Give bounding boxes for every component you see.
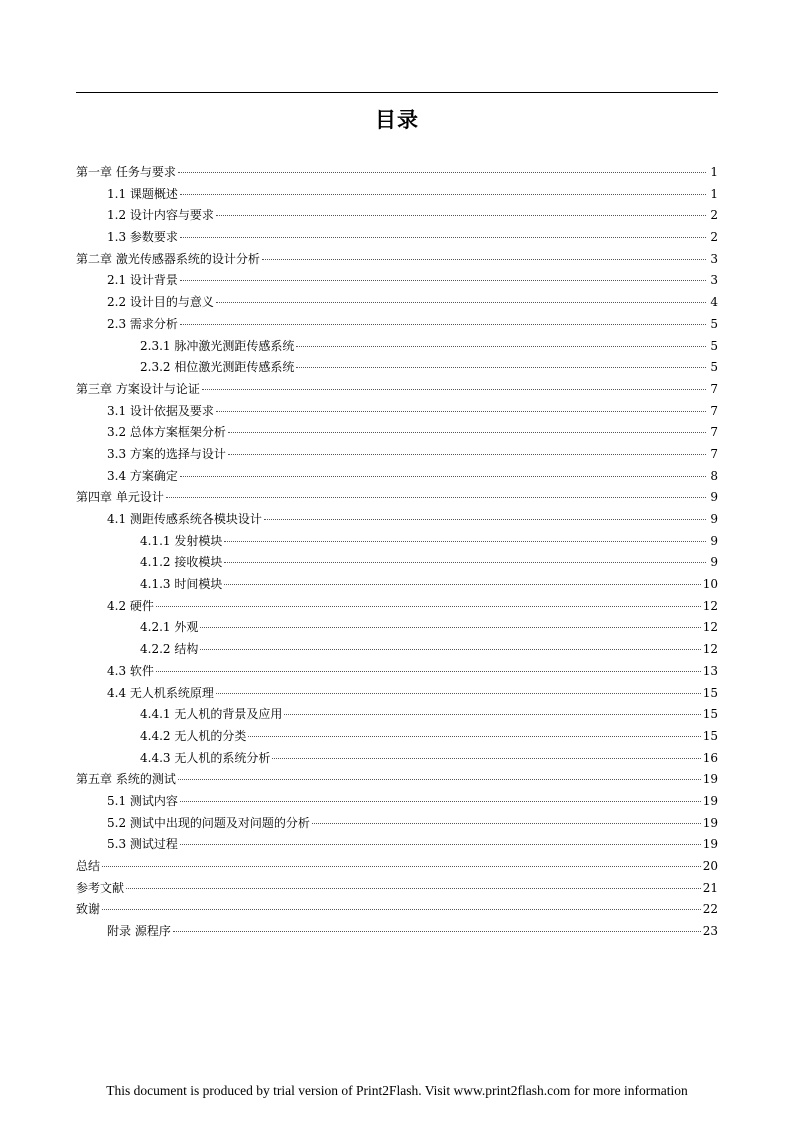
toc-entry-page: 20 [702,859,718,873]
toc-entry-page: 19 [702,837,718,852]
toc-entry-page: 23 [702,924,718,939]
toc-entry-label: 5.3 测试过程 [107,837,178,852]
dot-leader [166,497,706,498]
toc-entry[interactable] [76,769,718,791]
toc-entry-label: 4.1.2 接收模块 [140,555,223,570]
dot-leader [200,649,700,650]
toc-entry-label: 4.3 软件 [107,663,154,678]
toc-entry-page: 5 [710,316,718,331]
toc-entry[interactable] [76,596,718,618]
toc-entry[interactable] [76,466,718,488]
toc-entry-label: 致谢 [76,902,101,917]
toc-entry-page: 9 [710,533,718,548]
toc-entry[interactable] [76,704,718,726]
dot-leader [248,736,700,737]
toc-entry[interactable] [76,487,718,509]
dot-leader [312,823,701,824]
toc-entry-label: 总结 [76,859,101,873]
dot-leader [102,909,701,910]
toc-entry-label: 4.4.3 无人机的系统分析 [140,750,271,765]
toc-entry-label: 1.1 课题概述 [107,186,178,201]
toc-entry-label: 第一章 任务与要求 [76,165,176,179]
toc-entry-page: 8 [710,468,718,483]
toc-entry[interactable] [76,292,718,314]
toc-entry-label: 5.2 测试中出现的问题及对问题的分析 [107,815,310,830]
toc-entry-label: 2.3 需求分析 [107,316,178,331]
toc-entry-label: 4.4.2 无人机的分类 [140,728,247,743]
toc-entry-page: 22 [702,902,718,917]
toc-entry[interactable] [76,401,718,423]
toc-entry-label: 1.2 设计内容与要求 [107,208,214,223]
dot-leader [224,541,706,542]
dot-leader [284,714,700,715]
dot-leader [264,519,706,520]
toc-entry-page: 15 [702,685,718,700]
toc-entry-page: 19 [702,772,718,787]
dot-leader [178,172,706,173]
dot-leader [180,280,706,281]
dot-leader [216,693,701,694]
toc-entry-label: 4.2.1 外观 [140,620,199,635]
dot-leader [156,606,701,607]
toc-entry-label: 5.1 测试内容 [107,793,178,808]
toc-entry[interactable] [76,661,718,683]
toc-entry-page: 2 [710,230,718,245]
toc-entry[interactable] [76,834,718,856]
toc-entry-label: 4.2.2 结构 [140,642,199,657]
toc-entry-page: 2 [710,208,718,223]
toc-entry-page: 12 [702,642,718,657]
header-rule [76,92,718,93]
toc-entry[interactable] [76,422,718,444]
toc-entry[interactable] [76,617,718,639]
dot-leader [180,237,706,238]
toc-entry-page: 19 [702,815,718,830]
toc-entry[interactable] [76,639,718,661]
toc-entry[interactable] [76,249,718,271]
toc-entry-label: 3.3 方案的选择与设计 [107,446,226,461]
dot-leader [224,562,706,563]
toc-entry[interactable] [76,531,718,553]
toc-entry-label: 2.3.1 脉冲激光测距传感系统 [140,338,295,353]
toc-entry-label: 4.1.1 发射模块 [140,533,223,548]
dot-leader [180,476,706,477]
toc-entry-label: 第五章 系统的测试 [76,772,176,787]
toc-entry[interactable] [76,683,718,705]
toc-entry[interactable] [76,227,718,249]
toc-entry-page: 4 [710,295,718,310]
toc-entry[interactable] [76,314,718,336]
toc-entry[interactable] [76,878,718,900]
toc-entry-page: 15 [702,707,718,722]
dot-leader [126,888,701,889]
toc-entry-label: 4.4 无人机系统原理 [107,685,214,700]
toc-entry-label: 2.2 设计目的与意义 [107,295,214,310]
toc-entry-page: 10 [702,577,718,592]
toc-entry-label: 第二章 激光传感器系统的设计分析 [76,251,260,266]
dot-leader [200,627,700,628]
toc-entry-page: 3 [710,251,718,266]
toc-entry-page: 1 [710,165,718,179]
dot-leader [180,194,706,195]
toc-entry[interactable] [76,162,718,184]
dot-leader [173,931,701,932]
toc-entry[interactable] [76,791,718,813]
toc-entry-label: 4.1 测距传感系统各模块设计 [107,512,262,526]
toc-entry[interactable] [76,184,718,206]
dot-leader [228,454,706,455]
table-of-contents [76,162,718,943]
footer-notice: This document is produced by trial version of Print2Flash. Visit www.print2flash.com for more information [106,1083,688,1098]
toc-entry-label: 3.2 总体方案框架分析 [107,425,226,440]
dot-leader [180,801,701,802]
toc-entry-page: 7 [710,446,718,461]
toc-entry-page: 9 [710,555,718,570]
dot-leader [180,844,701,845]
toc-entry[interactable] [76,205,718,227]
toc-entry-page: 7 [710,425,718,440]
toc-entry[interactable] [76,336,718,358]
dot-leader [180,324,706,325]
toc-entry-label: 3.1 设计依据及要求 [107,403,214,418]
dot-leader [156,671,701,672]
toc-entry[interactable] [76,748,718,770]
dot-leader [202,389,706,390]
toc-entry[interactable] [76,552,718,574]
toc-entry-page: 7 [710,381,718,396]
dot-leader [216,215,706,216]
dot-leader [272,758,700,759]
toc-entry[interactable] [76,856,718,878]
toc-entry-page: 13 [702,663,718,678]
toc-entry-label: 4.4.1 无人机的背景及应用 [140,707,283,722]
toc-entry-page: 7 [710,403,718,418]
toc-entry-page: 19 [702,793,718,808]
page-title: 目录 [375,108,419,132]
toc-entry-page: 3 [710,273,718,288]
toc-entry[interactable] [76,899,718,921]
toc-entry-label: 2.1 设计背景 [107,273,178,288]
dot-leader [296,346,706,347]
toc-entry-label: 2.3.2 相位激光测距传感系统 [140,360,295,375]
dot-leader [216,302,706,303]
toc-entry-label: 4.1.3 时间模块 [140,577,223,592]
toc-entry-page: 5 [710,338,718,353]
toc-entry-page: 16 [702,750,718,765]
toc-entry[interactable] [76,379,718,401]
toc-entry-page: 9 [710,512,718,526]
toc-entry-label: 4.2 硬件 [107,598,154,613]
toc-entry-page: 21 [702,880,718,895]
toc-entry-label: 1.3 参数要求 [107,230,178,245]
toc-entry-page: 9 [710,490,718,505]
dot-leader [262,259,706,260]
dot-leader [216,411,706,412]
toc-entry[interactable] [76,574,718,596]
toc-entry-page: 1 [710,186,718,201]
toc-entry[interactable] [76,509,718,531]
toc-entry[interactable] [76,813,718,835]
toc-entry-label: 第三章 方案设计与论证 [76,381,200,396]
toc-entry-page: 12 [702,620,718,635]
toc-entry-label: 第四章 单元设计 [76,490,164,505]
toc-entry[interactable] [76,921,718,943]
toc-entry-page: 5 [710,360,718,375]
toc-entry[interactable] [76,444,718,466]
dot-leader [228,432,706,433]
toc-entry-label: 3.4 方案确定 [107,468,178,483]
dot-leader [224,584,700,585]
toc-entry-page: 12 [702,598,718,613]
toc-entry-label: 附录 源程序 [107,924,171,939]
toc-entry-page: 15 [702,728,718,743]
dot-leader [178,779,701,780]
dot-leader [296,367,706,368]
toc-entry[interactable] [76,270,718,292]
toc-entry[interactable] [76,726,718,748]
toc-entry-label: 参考文献 [76,880,125,895]
dot-leader [102,866,701,867]
toc-entry[interactable] [76,357,718,379]
